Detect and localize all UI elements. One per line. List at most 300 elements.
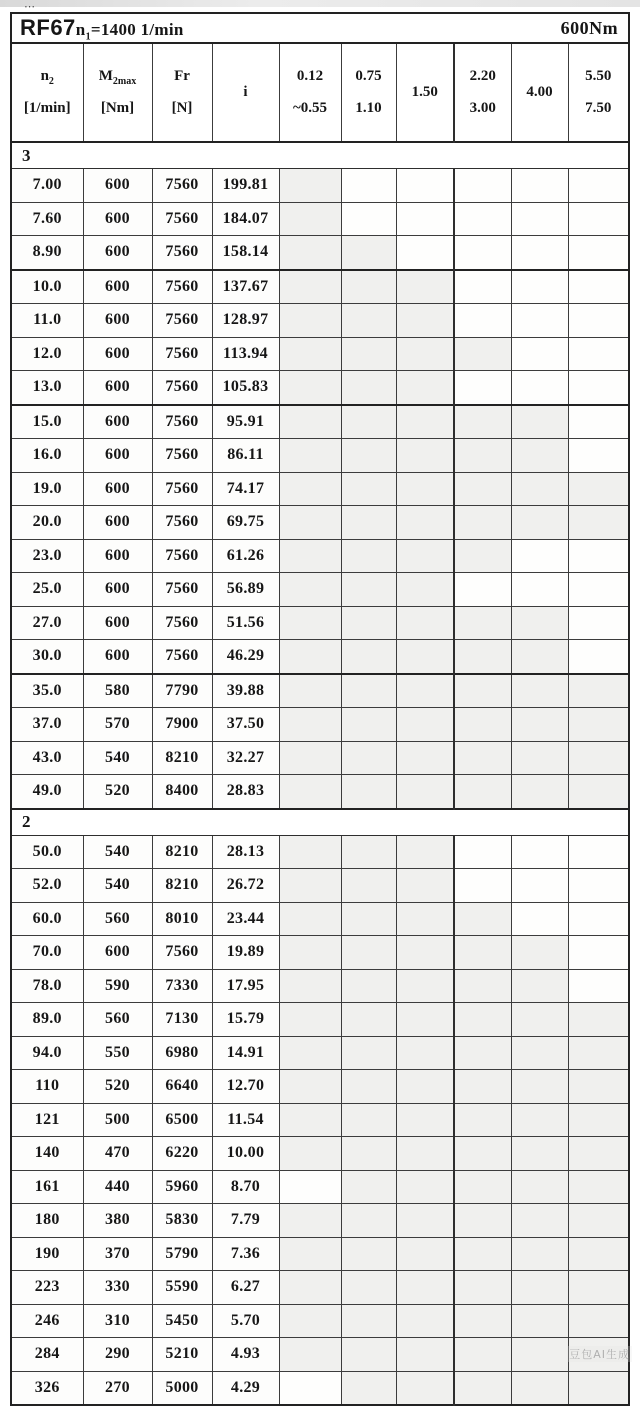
power-cell-shaded (454, 1371, 511, 1405)
power-cell-shaded (279, 1204, 341, 1238)
power-cell-shaded (511, 1271, 568, 1305)
power-cell-shaded (454, 1137, 511, 1171)
power-cell (454, 169, 511, 203)
n2-cell: 13.0 (11, 371, 83, 405)
power-cell-shaded (396, 1070, 454, 1104)
power-cell-shaded (568, 472, 629, 506)
power-cell-shaded (396, 1003, 454, 1037)
power-cell (454, 869, 511, 903)
col-header-n2: $n_2$ [1/min] (11, 43, 83, 142)
table-row (11, 573, 629, 607)
col-header-kw-4.00: 4.00 (511, 43, 568, 142)
max-torque-label: 600Nm (560, 17, 619, 38)
power-cell-shaded (454, 708, 511, 742)
power-cell-shaded (396, 1237, 454, 1271)
col-header-kw-0.75-1.10: 0.75 1.10 (341, 43, 396, 142)
power-cell (511, 304, 568, 338)
n2-cell: 25.0 (11, 573, 83, 607)
power-cell-shaded (511, 1003, 568, 1037)
title-cell (11, 13, 629, 43)
power-cell-shaded (511, 606, 568, 640)
power-cell-shaded (341, 506, 396, 540)
power-cell-shaded (454, 1103, 511, 1137)
n2-cell: 326 (11, 1371, 83, 1405)
i-cell: 5.70 (212, 1304, 279, 1338)
power-cell-shaded (279, 835, 341, 869)
power-cell-shaded (568, 1036, 629, 1070)
table-row (11, 741, 629, 775)
power-cell-shaded (454, 775, 511, 809)
m2max-cell: 590 (83, 969, 152, 1003)
power-cell-shaded (396, 869, 454, 903)
n2-cell: 246 (11, 1304, 83, 1338)
power-cell-shaded (454, 1338, 511, 1372)
power-cell-shaded (568, 674, 629, 708)
m2max-cell: 330 (83, 1271, 152, 1305)
i-cell: 61.26 (212, 539, 279, 573)
m2max-cell: 540 (83, 835, 152, 869)
i-cell: 128.97 (212, 304, 279, 338)
table-row (11, 869, 629, 903)
i-cell: 14.91 (212, 1036, 279, 1070)
table-row (11, 236, 629, 270)
power-cell-shaded (568, 1003, 629, 1037)
m2max-cell: 600 (83, 640, 152, 674)
power-cell-shaded (568, 1170, 629, 1204)
power-cell-shaded (279, 1338, 341, 1372)
power-cell (341, 202, 396, 236)
table-row (11, 439, 629, 473)
power-cell-shaded (396, 902, 454, 936)
power-cell (511, 835, 568, 869)
power-cell-shaded (454, 969, 511, 1003)
power-cell-shaded (279, 1271, 341, 1305)
i-cell: 51.56 (212, 606, 279, 640)
power-cell-shaded (341, 674, 396, 708)
power-cell-shaded (454, 1237, 511, 1271)
power-cell-shaded (279, 270, 341, 304)
power-cell-shaded (454, 606, 511, 640)
n2-cell: 15.0 (11, 405, 83, 439)
m2max-cell: 600 (83, 270, 152, 304)
power-cell-shaded (454, 936, 511, 970)
power-cell-shaded (279, 640, 341, 674)
table-row (11, 1103, 629, 1137)
m2max-cell: 600 (83, 573, 152, 607)
fr-cell: 7900 (152, 708, 212, 742)
title-left (20, 15, 184, 41)
power-cell-shaded (396, 969, 454, 1003)
power-cell-shaded (396, 835, 454, 869)
power-cell-shaded (341, 1204, 396, 1238)
m2max-cell: 550 (83, 1036, 152, 1070)
power-cell-shaded (454, 1271, 511, 1305)
table-row (11, 539, 629, 573)
power-cell-shaded (511, 1170, 568, 1204)
n2-cell: 284 (11, 1338, 83, 1372)
power-cell-shaded (279, 1237, 341, 1271)
n2-cell: 23.0 (11, 539, 83, 573)
i-cell: 23.44 (212, 902, 279, 936)
power-cell (454, 573, 511, 607)
table-row (11, 1070, 629, 1104)
table-row (11, 472, 629, 506)
fr-cell: 7560 (152, 169, 212, 203)
input-speed-label: $n_1=1400$ 1/min (75, 20, 184, 43)
power-cell (568, 202, 629, 236)
power-cell-shaded (279, 506, 341, 540)
power-cell (511, 573, 568, 607)
power-cell-shaded (454, 674, 511, 708)
i-cell: 105.83 (212, 371, 279, 405)
power-cell (568, 236, 629, 270)
fr-cell: 7560 (152, 606, 212, 640)
power-cell-shaded (279, 337, 341, 371)
m2max-cell: 520 (83, 775, 152, 809)
table-row (11, 169, 629, 203)
fr-cell: 6500 (152, 1103, 212, 1137)
fr-cell: 8210 (152, 835, 212, 869)
power-cell-shaded (341, 1137, 396, 1171)
column-header-row (11, 43, 629, 142)
power-cell-shaded (396, 472, 454, 506)
table-row (11, 1137, 629, 1171)
gearbox-model: RF67 (20, 15, 76, 40)
n2-cell: 121 (11, 1103, 83, 1137)
power-cell-shaded (511, 439, 568, 473)
fr-cell: 7560 (152, 202, 212, 236)
n2-cell: 19.0 (11, 472, 83, 506)
power-cell-shaded (396, 741, 454, 775)
m2max-cell: 270 (83, 1371, 152, 1405)
power-cell-shaded (396, 304, 454, 338)
power-cell (511, 202, 568, 236)
i-cell: 184.07 (212, 202, 279, 236)
fr-cell: 6220 (152, 1137, 212, 1171)
n2-cell: 161 (11, 1170, 83, 1204)
fr-cell: 6980 (152, 1036, 212, 1070)
power-cell-shaded (396, 573, 454, 607)
power-cell-shaded (454, 1304, 511, 1338)
fr-cell: 5960 (152, 1170, 212, 1204)
power-cell-shaded (454, 640, 511, 674)
power-cell-shaded (279, 869, 341, 903)
fr-cell: 7560 (152, 640, 212, 674)
power-cell-shaded (279, 1036, 341, 1070)
fr-cell: 7330 (152, 969, 212, 1003)
stage-section-row (11, 142, 629, 169)
power-cell-shaded (341, 1170, 396, 1204)
i-cell: 15.79 (212, 1003, 279, 1037)
n2-cell: 30.0 (11, 640, 83, 674)
power-cell-shaded (511, 969, 568, 1003)
n2-cell: 37.0 (11, 708, 83, 742)
power-cell-shaded (396, 337, 454, 371)
power-cell-shaded (341, 1036, 396, 1070)
power-cell-shaded (341, 606, 396, 640)
power-cell (568, 439, 629, 473)
power-cell (568, 869, 629, 903)
power-cell-shaded (341, 405, 396, 439)
power-cell-shaded (279, 539, 341, 573)
m2max-cell: 290 (83, 1338, 152, 1372)
power-cell-shaded (454, 337, 511, 371)
power-cell-shaded (396, 1036, 454, 1070)
power-cell-shaded (568, 1271, 629, 1305)
power-cell-shaded (341, 835, 396, 869)
power-cell-shaded (511, 1204, 568, 1238)
i-cell: 28.83 (212, 775, 279, 809)
fr-cell: 5000 (152, 1371, 212, 1405)
table-row (11, 969, 629, 1003)
power-cell (454, 202, 511, 236)
fr-cell: 5790 (152, 1237, 212, 1271)
m2max-cell: 600 (83, 236, 152, 270)
fr-cell: 6640 (152, 1070, 212, 1104)
table-row (11, 337, 629, 371)
power-cell-shaded (511, 1237, 568, 1271)
i-cell: 7.79 (212, 1204, 279, 1238)
n2-cell: 27.0 (11, 606, 83, 640)
fr-cell: 7560 (152, 539, 212, 573)
power-cell-shaded (454, 1170, 511, 1204)
power-cell (279, 1170, 341, 1204)
power-cell-shaded (511, 1070, 568, 1104)
power-cell-shaded (396, 1170, 454, 1204)
table-row (11, 1036, 629, 1070)
power-cell-shaded (396, 775, 454, 809)
power-cell-shaded (568, 506, 629, 540)
i-cell: 7.36 (212, 1237, 279, 1271)
table-row (11, 775, 629, 809)
m2max-cell: 600 (83, 439, 152, 473)
m2max-cell: 580 (83, 674, 152, 708)
table-row (11, 708, 629, 742)
i-cell: 28.13 (212, 835, 279, 869)
power-cell-shaded (279, 371, 341, 405)
power-cell-shaded (511, 674, 568, 708)
power-cell-shaded (396, 1204, 454, 1238)
m2max-cell: 560 (83, 1003, 152, 1037)
i-cell: 113.94 (212, 337, 279, 371)
power-cell-shaded (396, 674, 454, 708)
n2-cell: 60.0 (11, 902, 83, 936)
power-cell-shaded (341, 775, 396, 809)
power-cell-shaded (396, 1338, 454, 1372)
power-cell-shaded (279, 674, 341, 708)
n2-cell: 49.0 (11, 775, 83, 809)
n2-cell: 223 (11, 1271, 83, 1305)
n2-cell: 8.90 (11, 236, 83, 270)
n2-cell: 12.0 (11, 337, 83, 371)
m2max-cell: 540 (83, 741, 152, 775)
power-cell-shaded (341, 236, 396, 270)
power-cell (568, 169, 629, 203)
power-cell-shaded (341, 573, 396, 607)
m2max-cell: 600 (83, 506, 152, 540)
power-cell-shaded (341, 304, 396, 338)
power-cell-shaded (279, 1070, 341, 1104)
n2-cell: 43.0 (11, 741, 83, 775)
i-cell: 86.11 (212, 439, 279, 473)
n2-cell: 110 (11, 1070, 83, 1104)
table-row (11, 606, 629, 640)
power-cell-shaded (511, 775, 568, 809)
table-row (11, 640, 629, 674)
scan-dots-artifact: ⋯ (24, 0, 37, 13)
power-cell-shaded (396, 539, 454, 573)
power-cell-shaded (511, 936, 568, 970)
fr-cell: 7560 (152, 337, 212, 371)
fr-cell: 7560 (152, 270, 212, 304)
table-row (11, 936, 629, 970)
fr-cell: 8210 (152, 741, 212, 775)
power-cell-shaded (279, 573, 341, 607)
power-cell-shaded (279, 708, 341, 742)
i-cell: 95.91 (212, 405, 279, 439)
i-cell: 39.88 (212, 674, 279, 708)
fr-cell: 8210 (152, 869, 212, 903)
power-cell-shaded (279, 969, 341, 1003)
scan-edge-artifact (0, 0, 640, 7)
power-cell-shaded (511, 741, 568, 775)
i-cell: 11.54 (212, 1103, 279, 1137)
i-cell: 46.29 (212, 640, 279, 674)
power-cell-shaded (568, 1103, 629, 1137)
power-cell (341, 169, 396, 203)
fr-cell: 7560 (152, 304, 212, 338)
table-row (11, 1170, 629, 1204)
power-cell (279, 1371, 341, 1405)
n2-cell: 11.0 (11, 304, 83, 338)
power-cell-shaded (396, 1371, 454, 1405)
col-header-i: i (212, 43, 279, 142)
fr-cell: 7560 (152, 405, 212, 439)
power-cell-shaded (341, 1003, 396, 1037)
m2max-cell: 380 (83, 1204, 152, 1238)
power-cell (511, 169, 568, 203)
power-cell-shaded (279, 304, 341, 338)
n2-cell: 70.0 (11, 936, 83, 970)
power-cell-shaded (568, 1070, 629, 1104)
table-row (11, 1271, 629, 1305)
fr-cell: 7560 (152, 936, 212, 970)
gear-rating-table (10, 12, 630, 1406)
power-cell-shaded (279, 1003, 341, 1037)
power-cell (568, 640, 629, 674)
fr-cell: 7130 (152, 1003, 212, 1037)
col-header-kw-5.50-7.50: 5.50 7.50 (568, 43, 629, 142)
i-cell: 19.89 (212, 936, 279, 970)
stage-section-label: 2 (11, 809, 629, 836)
table-row (11, 902, 629, 936)
m2max-cell: 600 (83, 169, 152, 203)
power-cell-shaded (341, 1070, 396, 1104)
power-cell (568, 902, 629, 936)
power-cell-shaded (454, 741, 511, 775)
power-cell-shaded (341, 337, 396, 371)
col-header-m2max: $M_{2max}$ [Nm] (83, 43, 152, 142)
power-cell-shaded (341, 969, 396, 1003)
table-row (11, 1371, 629, 1405)
power-cell-shaded (511, 472, 568, 506)
power-cell-shaded (568, 1137, 629, 1171)
n2-cell: 140 (11, 1137, 83, 1171)
power-cell-shaded (279, 169, 341, 203)
power-cell (511, 371, 568, 405)
power-cell-shaded (341, 439, 396, 473)
m2max-cell: 600 (83, 936, 152, 970)
table-row (11, 674, 629, 708)
power-cell-shaded (279, 405, 341, 439)
power-cell-shaded (511, 1338, 568, 1372)
power-cell (568, 337, 629, 371)
power-cell-shaded (396, 936, 454, 970)
i-cell: 199.81 (212, 169, 279, 203)
n2-cell: 50.0 (11, 835, 83, 869)
fr-cell: 7560 (152, 236, 212, 270)
table-row (11, 1204, 629, 1238)
power-cell-shaded (396, 1304, 454, 1338)
n2-cell: 7.60 (11, 202, 83, 236)
power-cell (568, 270, 629, 304)
i-cell: 17.95 (212, 969, 279, 1003)
fr-cell: 5830 (152, 1204, 212, 1238)
power-cell-shaded (341, 708, 396, 742)
power-cell (568, 606, 629, 640)
table-body (11, 142, 629, 1405)
power-cell-shaded (454, 1204, 511, 1238)
power-cell-shaded (341, 371, 396, 405)
gear-rating-table-wrap (10, 12, 630, 1406)
power-cell-shaded (341, 640, 396, 674)
n2-cell: 16.0 (11, 439, 83, 473)
n2-cell: 180 (11, 1204, 83, 1238)
power-cell (511, 236, 568, 270)
power-cell-shaded (396, 606, 454, 640)
power-cell-shaded (454, 472, 511, 506)
fr-cell: 7560 (152, 371, 212, 405)
m2max-cell: 600 (83, 371, 152, 405)
power-cell (568, 969, 629, 1003)
power-cell-shaded (396, 506, 454, 540)
power-cell (454, 835, 511, 869)
power-cell-shaded (396, 1137, 454, 1171)
fr-cell: 8010 (152, 902, 212, 936)
table-row (11, 304, 629, 338)
power-cell (454, 270, 511, 304)
m2max-cell: 600 (83, 472, 152, 506)
i-cell: 10.00 (212, 1137, 279, 1171)
power-cell-shaded (454, 1003, 511, 1037)
power-cell-shaded (568, 1237, 629, 1271)
i-cell: 4.93 (212, 1338, 279, 1372)
i-cell: 37.50 (212, 708, 279, 742)
i-cell: 56.89 (212, 573, 279, 607)
power-cell (568, 405, 629, 439)
power-cell-shaded (568, 708, 629, 742)
power-cell (568, 371, 629, 405)
power-cell-shaded (396, 405, 454, 439)
power-cell-shaded (341, 270, 396, 304)
n2-cell: 10.0 (11, 270, 83, 304)
power-cell-shaded (511, 1103, 568, 1137)
n2-cell: 78.0 (11, 969, 83, 1003)
col-header-kw-2.20-3.00: 2.20 3.00 (454, 43, 511, 142)
power-cell (511, 539, 568, 573)
table-row (11, 506, 629, 540)
power-cell-shaded (341, 472, 396, 506)
